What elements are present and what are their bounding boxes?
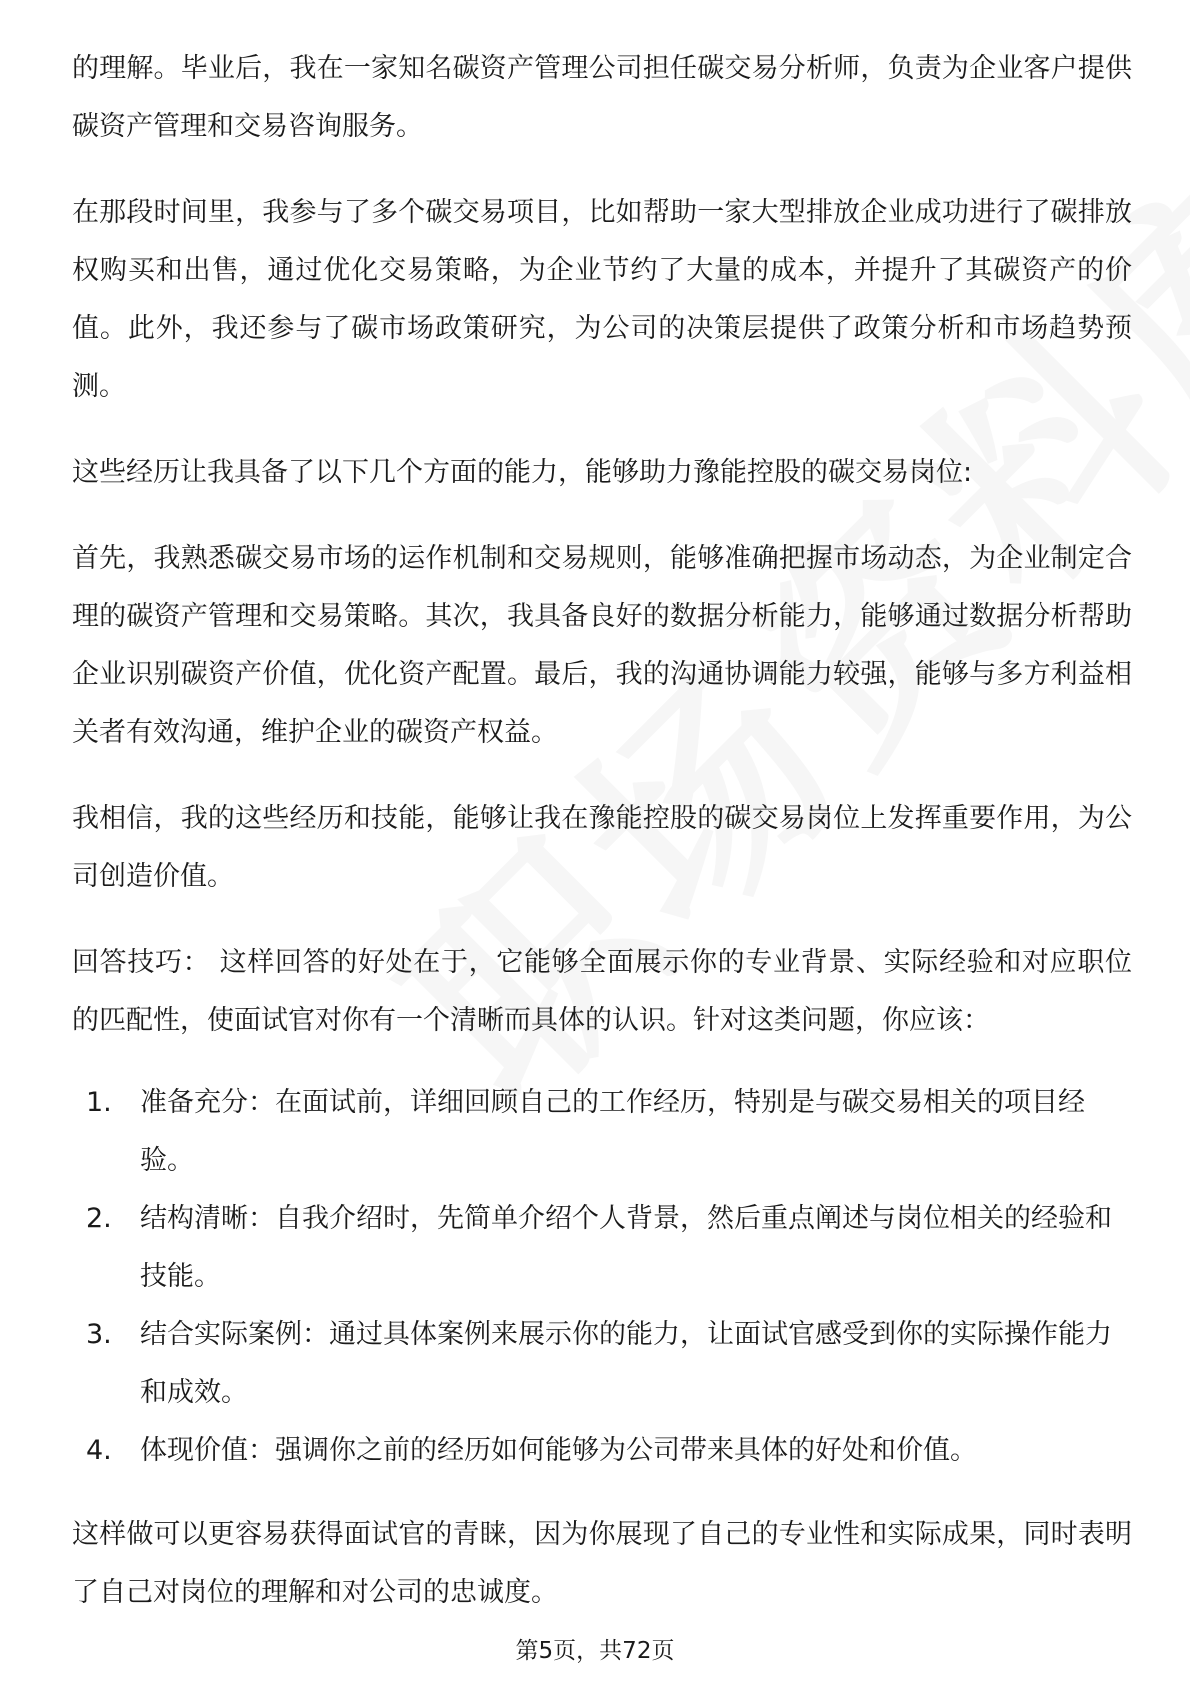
list-item [72, 1306, 1132, 1422]
paragraph: 首先，我熟悉碳交易市场的运作机制和交易规则，能够准确把握市场动态，为企业制定合理的碳资产管理和交易策略。其次，我具备良好的数据分析能力，能够通过数据分析帮助企业识别碳资产价值，优化资产配置。最后，我的沟通协调能力较强，能够与多方利益相关者有效沟通，维护企业的碳资产权益。 [72, 543, 1132, 748]
tips-list [72, 1074, 1132, 1480]
list-text: 准备充分：在面试前，详细回顾自己的工作经历，特别是与碳交易相关的项目经验。 [140, 1087, 1085, 1176]
list-number: 3. [86, 1319, 112, 1350]
list-text: 体现价值：强调你之前的经历如何能够为公司带来具体的好处和价值。 [140, 1435, 977, 1466]
list-item [72, 1190, 1132, 1306]
list-item [72, 1422, 1132, 1480]
paragraph: 我相信，我的这些经历和技能，能够让我在豫能控股的碳交易岗位上发挥重要作用，为公司创造价值。 [72, 803, 1132, 892]
list-number: 1. [86, 1087, 112, 1118]
paragraph: 在那段时间里，我参与了多个碳交易项目，比如帮助一家大型排放企业成功进行了碳排放权购买和出售，通过优化交易策略，为企业节约了大量的成本，并提升了其碳资产的价值。此外，我还参与了碳市场政策研究，为公司的决策层提供了政策分析和市场趋势预测。 [72, 197, 1132, 402]
list-text: 结构清晰：自我介绍时，先简单介绍个人背景，然后重点阐述与岗位相关的经验和技能。 [140, 1203, 1112, 1292]
document-body [72, 40, 1132, 1622]
list-item [72, 1074, 1132, 1190]
paragraph: 这些经历让我具备了以下几个方面的能力，能够助力豫能控股的碳交易岗位: [72, 457, 973, 488]
list-number: 4. [86, 1435, 112, 1466]
closing-paragraph: 这样做可以更容易获得面试官的青睐，因为你展现了自己的专业性和实际成果，同时表明了自己对岗位的理解和对公司的忠诚度。 [72, 1519, 1132, 1608]
answer-tips-paragraph: 回答技巧： 这样回答的好处在于，它能够全面展示你的专业背景、实际经验和对应职位的匹配性，使面试官对你有一个清晰而具体的认识。针对这类问题，你应该： [72, 947, 1132, 1036]
page-number: 第5页，共72页 [515, 1638, 675, 1664]
paragraph: 的理解。毕业后，我在一家知名碳资产管理公司担任碳交易分析师，负责为企业客户提供碳资产管理和交易咨询服务。 [72, 53, 1132, 142]
list-number: 2. [86, 1203, 112, 1234]
list-text: 结合实际案例：通过具体案例来展示你的能力，让面试官感受到你的实际操作能力和成效。 [140, 1319, 1112, 1408]
